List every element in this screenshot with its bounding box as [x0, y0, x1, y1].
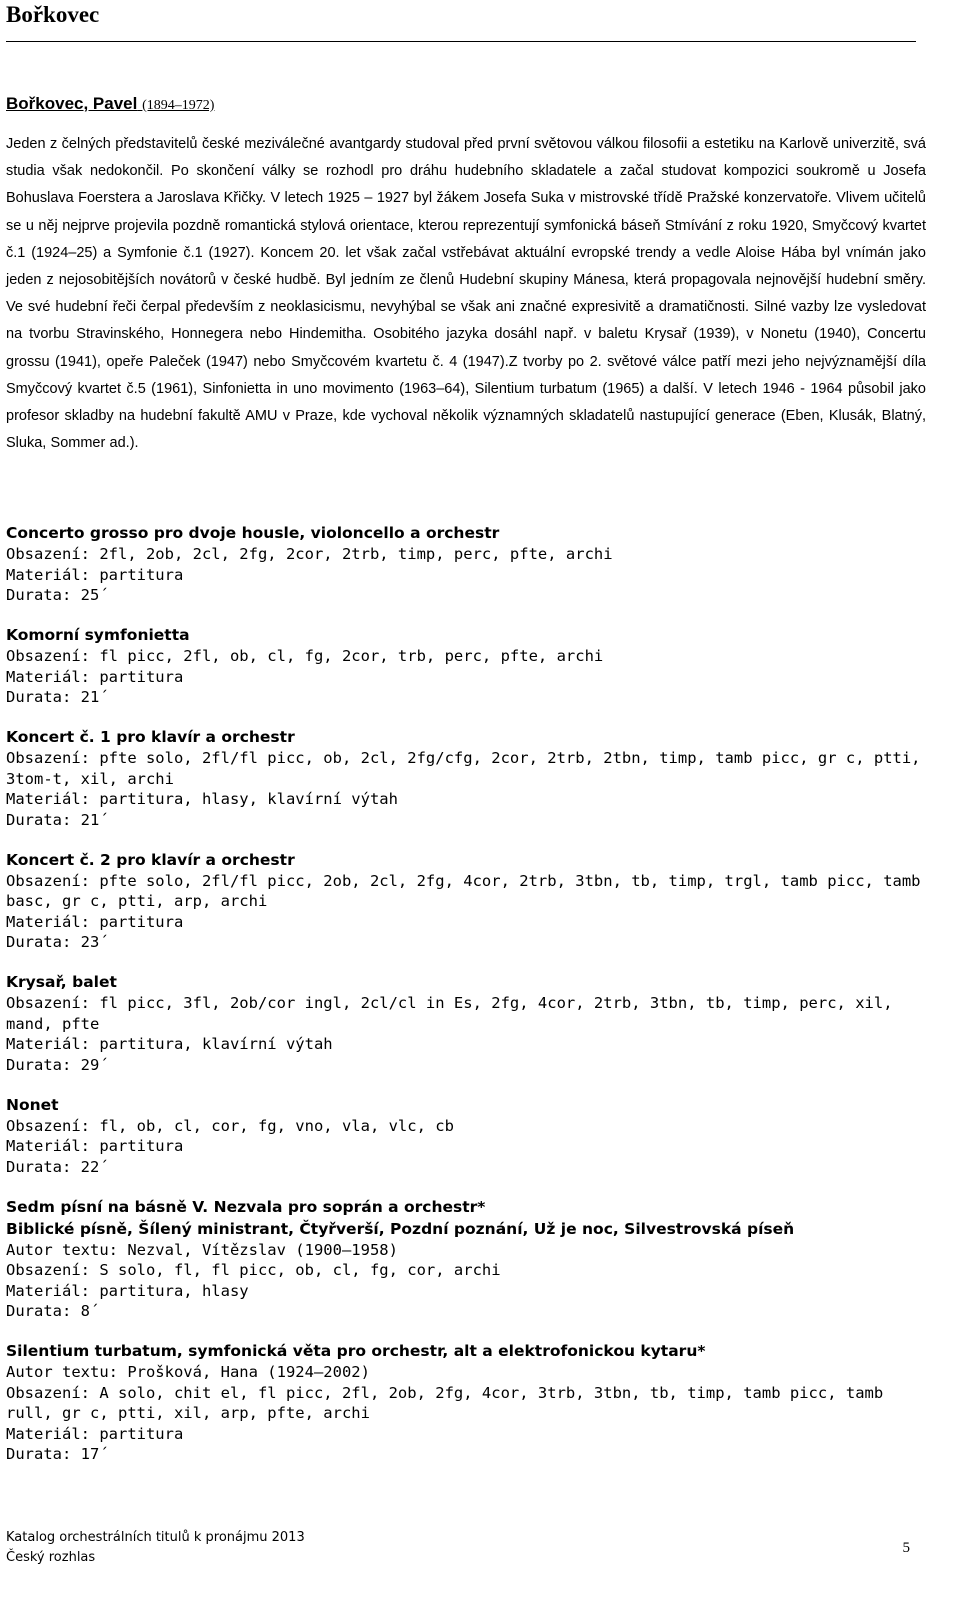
work-detail-line: Durata: 29´ — [6, 1055, 109, 1074]
work-title: Koncert č. 1 pro klavír a orchestr — [6, 728, 295, 746]
work-detail-line: Obsazení: A solo, chit el, fl picc, 2fl, 2ob, 2fg, 4cor, 3trb, 3tbn, tb, timp, tamb picc, tamb rull, gr c, ptti, xil, arp, pfte, archi — [6, 1383, 884, 1422]
footer-publisher: Český rozhlas — [6, 1550, 96, 1565]
page-header-title: Bořkovec — [6, 2, 100, 27]
work-detail-line: Obsazení: pfte solo, 2fl/fl picc, ob, 2cl, 2fg/cfg, 2cor, 2trb, 2tbn, timp, tamb picc, gr c, ptti, 3tom-t, xil, archi — [6, 749, 921, 788]
work-detail-line: Autor textu: Prošková, Hana (1924–2002) — [6, 1363, 370, 1381]
work-detail-line: Durata: 8´ — [6, 1302, 100, 1320]
work-detail-line: Durata: 17´ — [6, 1445, 109, 1463]
composer-life-dates: (1894–1972) — [142, 98, 215, 113]
work-entry — [6, 624, 926, 708]
work-title: Krysař, balet — [6, 973, 117, 991]
composer-biography: Jeden z čelných představitelů české meziválečné avantgardy studoval před první světovou válkou filosofii a estetiku na Karlově univerzitě, svá studia však nedokončil. Po skončení války se rozhodl pro dráhu hudebního skladatele a začal studovat kompozici soukromě u Josefa Bohuslava Foerstera a Jaroslava Křičky. V letech 1925 – 1927 byl žákem Josefa Suka v mistrovské třídě Pražské konzervatoře. Vlivem učitelů se u něj nejprve projevila pozdně romantická stylová orientace, kterou reprezentují symfonická báseň Stmívání z roku 1920, Smyčcový kvartet č.1 (1924–25) a Symfonie č.1 (1927). Koncem 20. let však začal vstřebávat aktuální evropské trendy a vedle Aloise Hába byl vnímán jako jeden z nejosobitějších novátorů v české hudbě. Byl jedním ze členů Hudební skupiny Mánesa, která propagovala nejnovější hudební směry. Ve své hudební řeči čerpal především z neoklasicismu, nevyhýbal se však ani značné expresivitě a dramatičnosti. Silné vazby lze vysledovat na tvorbu Stravinského, Honnegera nebo Hindemitha. Osobitého jazyka dosáhl např. v baletu Krysař (1939), v Nonetu (1940), Concertu grossu (1941), opeře Paleček (1947) nebo Smyčcovém kvartetu č. 4 (1947).Z tvorby po 2. světové válce patří mezi jeho nejvýznamější díla Smyčcový kvartet č.5 (1961), Sinfonietta in uno movimento (1963–64), Silentium turbatum (1965) a další. V letech 1946 - 1964 působil jako profesor skladby na hudební fakultě AMU v Praze, kde vychoval několik významných skladatelů nastupující generace (Eben, Klusák, Blatný, Sluka, Sommer ad.). — [6, 136, 926, 452]
work-detail-line: Materiál: partitura, hlasy, klavírní výtah — [6, 790, 398, 808]
work-detail-line: Materiál: partitura, hlasy — [6, 1281, 249, 1300]
work-entry — [6, 1094, 926, 1178]
work-detail-line: Materiál: partitura — [6, 1137, 184, 1155]
page-footer — [6, 1528, 305, 1568]
work-title: Sedm písní na básně V. Nezvala pro soprán a orchestr* — [6, 1197, 486, 1216]
footer-catalog-title: Katalog orchestrálních titulů k pronájmu 2013 — [6, 1530, 305, 1545]
works-list — [6, 522, 926, 1483]
work-subtitle: Biblické písně, Šílený ministrant, Čtyřverší, Pozdní poznání, Už je noc, Silvestrovská píseň — [6, 1219, 795, 1238]
composer-name: Bořkovec, Pavel — [6, 94, 138, 113]
work-entry — [6, 726, 926, 830]
work-detail-line: Obsazení: fl, ob, cl, cor, fg, vno, vla, vlc, cb — [6, 1116, 454, 1135]
work-detail-line: Materiál: partitura — [6, 565, 184, 584]
work-detail-line: Durata: 21´ — [6, 688, 109, 706]
work-detail-line: Durata: 21´ — [6, 810, 109, 829]
work-detail-line: Materiál: partitura — [6, 912, 184, 931]
page-number: 5 — [902, 1540, 910, 1556]
composer-heading — [6, 92, 214, 118]
work-detail-line: Materiál: partitura, klavírní výtah — [6, 1035, 333, 1053]
work-detail-line: Obsazení: S solo, fl, fl picc, ob, cl, fg, cor, archi — [6, 1261, 501, 1279]
work-entry — [6, 522, 926, 606]
work-title: Silentium turbatum, symfonická věta pro orchestr, alt a elektrofonickou kytaru* — [6, 1342, 706, 1360]
work-entry — [6, 849, 926, 953]
work-detail-line: Autor textu: Nezval, Vítězslav (1900–1958) — [6, 1240, 398, 1259]
work-detail-line: Durata: 25´ — [6, 586, 109, 604]
work-detail-line: Durata: 22´ — [6, 1157, 109, 1176]
work-detail-line: Obsazení: fl picc, 2fl, ob, cl, fg, 2cor, trb, perc, pfte, archi — [6, 647, 604, 665]
work-detail-line: Obsazení: fl picc, 3fl, 2ob/cor ingl, 2cl/cl in Es, 2fg, 4cor, 2trb, 3tbn, tb, timp, perc, xil, mand, pfte — [6, 994, 893, 1033]
work-detail-line: Obsazení: pfte solo, 2fl/fl picc, 2ob, 2cl, 2fg, 4cor, 2trb, 3tbn, tb, timp, trgl, tamb picc, tamb basc, gr c, ptti, arp, archi — [6, 871, 921, 910]
work-detail-line: Durata: 23´ — [6, 933, 109, 951]
work-title: Koncert č. 2 pro klavír a orchestr — [6, 850, 295, 869]
work-detail-line: Materiál: partitura — [6, 1424, 184, 1443]
work-detail-line: Obsazení: 2fl, 2ob, 2cl, 2fg, 2cor, 2trb, timp, perc, pfte, archi — [6, 545, 613, 563]
work-entry — [6, 1196, 926, 1322]
work-title: Nonet — [6, 1095, 59, 1114]
work-detail-line: Materiál: partitura — [6, 667, 184, 686]
work-title: Komorní symfonietta — [6, 626, 190, 644]
work-entry — [6, 971, 926, 1075]
work-title: Concerto grosso pro dvoje housle, violoncello a orchestr — [6, 524, 500, 542]
work-entry — [6, 1340, 926, 1465]
header-divider — [6, 41, 916, 42]
